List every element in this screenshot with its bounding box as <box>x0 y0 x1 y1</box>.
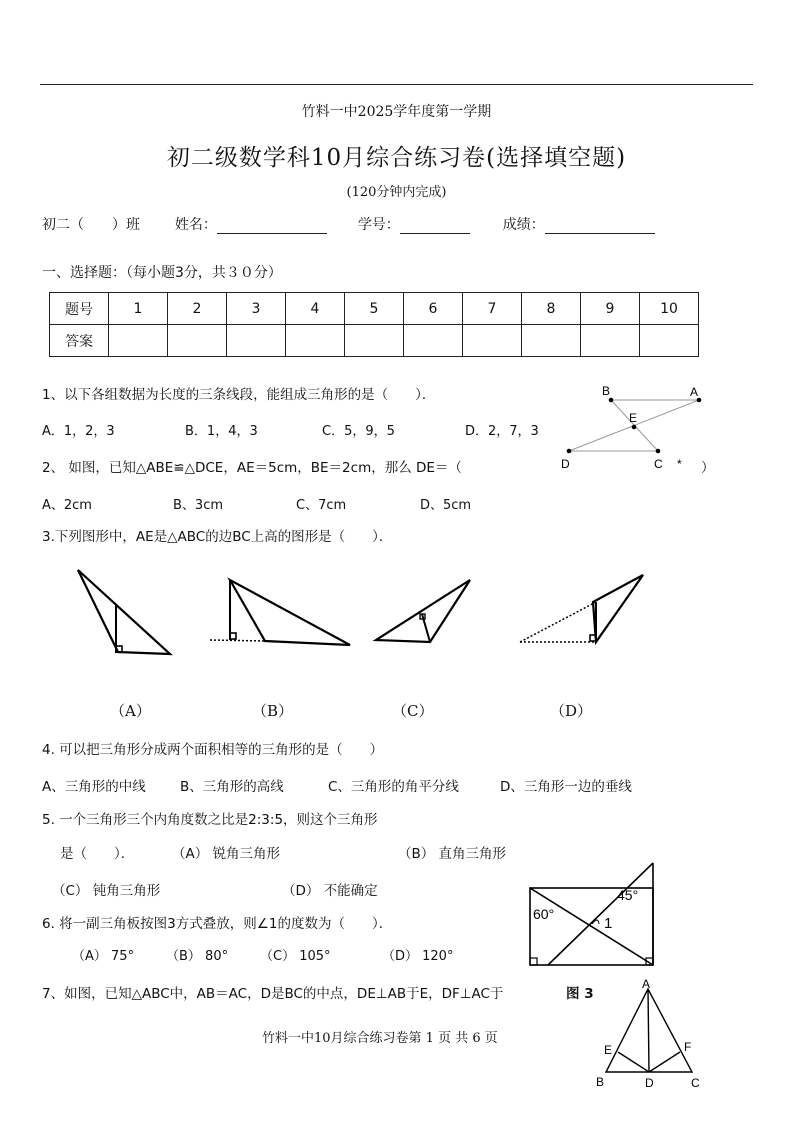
row-label-number: 题号 <box>50 293 109 325</box>
q2-option-a: A、2cm <box>42 498 92 513</box>
answer-cell[interactable] <box>168 325 227 357</box>
q7-label-a: A <box>642 977 651 991</box>
page-title: 初二级数学科10月综合练习卷(选择填空题) <box>166 145 627 171</box>
table-row <box>50 293 699 325</box>
q2-point-e <box>632 425 637 430</box>
table-cell: 2 <box>168 293 227 325</box>
q7-stem: 7、如图，已知△ABC中，AB＝AC，D是BC的中点，DE⊥AB于E，DF⊥AC于 <box>42 986 504 1002</box>
q4-option-a: A、三角形的中线 <box>42 779 146 795</box>
q3-label-b: （B） <box>252 702 294 720</box>
school-term: 竹料一中2025学年度第一学期 <box>301 104 492 120</box>
table-cell: 8 <box>522 293 581 325</box>
q2-point-d <box>567 449 572 454</box>
answer-cell[interactable] <box>463 325 522 357</box>
q2-option-d: D、5cm <box>420 498 472 513</box>
answer-cell[interactable] <box>227 325 286 357</box>
q3-label-d: （D） <box>550 702 593 720</box>
q2-label-a: A <box>690 385 699 399</box>
q6-option-c: （C） 105° <box>260 949 331 964</box>
q5-option-c: （C） 钝角三角形 <box>52 883 161 899</box>
q3-label-a: （A） <box>110 702 151 720</box>
q2-figure <box>555 380 715 472</box>
page-footer: 竹料一中10月综合练习卷第 1 页 共 6 页 <box>262 1031 498 1046</box>
q7-label-e: E <box>604 1043 613 1057</box>
q4-option-b: B、三角形的高线 <box>180 779 284 795</box>
q2-stem: 2、 如图，已知△ABE≌△DCE，AE＝5cm，BE＝2cm，那么 DE＝（ <box>42 460 462 476</box>
q4-option-c: C、三角形的角平分线 <box>328 779 459 795</box>
q7-segment-df <box>649 1052 680 1072</box>
answer-cell[interactable] <box>581 325 640 357</box>
score-blank[interactable] <box>545 219 655 234</box>
q3-figure-a <box>78 570 170 654</box>
q3-figure-d <box>520 575 643 642</box>
q1-option-c: C．5，9，5 <box>322 424 395 439</box>
q7-figure-caption: 图 3 <box>566 986 594 1002</box>
q6-label-60: 60° <box>533 906 555 922</box>
answer-cell[interactable] <box>640 325 699 357</box>
answer-cell[interactable] <box>345 325 404 357</box>
q2-stem-tail: ） <box>701 460 715 476</box>
name-label: 姓名： <box>174 217 217 233</box>
q7-label-f: F <box>684 1040 692 1054</box>
answer-cell[interactable] <box>286 325 345 357</box>
id-label: 学号： <box>357 217 400 233</box>
q1-option-a: A．1，2，3 <box>42 424 115 439</box>
q2-point-b <box>609 398 614 403</box>
q6-option-b: （B） 80° <box>166 949 229 964</box>
q6-label-45: 45° <box>617 887 639 903</box>
exam-duration: (120分钟内完成) <box>346 185 447 200</box>
q1-option-b: B．1，4，3 <box>185 424 258 439</box>
q6-option-a: （A） 75° <box>72 949 135 964</box>
q2-point-c <box>656 449 661 454</box>
q5-option-d: （D） 不能确定 <box>282 883 378 899</box>
q5-option-b: （B） 直角三角形 <box>398 846 507 862</box>
table-cell: 5 <box>345 293 404 325</box>
section-heading: 一、选择题：（每小题3分，共３０分） <box>42 265 282 281</box>
q7-label-d: D <box>645 1076 654 1090</box>
q6-option-d: （D） 120° <box>382 949 454 964</box>
q2-option-c: C、7cm <box>296 498 347 513</box>
student-info-row <box>42 214 655 234</box>
q3-label-c: （C） <box>392 702 434 720</box>
q4-option-d: D、三角形一边的垂线 <box>500 779 632 795</box>
score-label: 成绩： <box>502 217 545 233</box>
q2-label-star: * <box>677 457 682 471</box>
q6-diagonal-45 <box>548 863 653 965</box>
class-label: 初二（ ）班 <box>42 217 140 233</box>
table-cell: 3 <box>227 293 286 325</box>
answer-cell[interactable] <box>404 325 463 357</box>
q6-stem: 6. 将一副三角板按图3方式叠放，则∠1的度数为（ ）． <box>42 916 393 932</box>
table-cell: 6 <box>404 293 463 325</box>
q6-label-angle-1: 1 <box>604 915 613 932</box>
table-cell: 1 <box>109 293 168 325</box>
id-blank[interactable] <box>400 219 470 234</box>
table-cell: 4 <box>286 293 345 325</box>
answer-cell[interactable] <box>522 325 581 357</box>
table-cell: 7 <box>463 293 522 325</box>
answer-cell[interactable] <box>109 325 168 357</box>
q7-figure <box>590 975 710 1095</box>
q7-label-b: B <box>596 1075 605 1089</box>
q7-segment-de <box>618 1052 649 1072</box>
q2-label-d: D <box>561 457 570 471</box>
table-row <box>50 325 699 357</box>
q5-stem-line2: 是（ ）． <box>60 846 135 862</box>
q2-option-b: B、3cm <box>173 498 224 513</box>
q5-option-a: （A） 锐角三角形 <box>172 846 281 862</box>
q6-figure <box>520 858 660 970</box>
q7-label-c: C <box>691 1076 700 1090</box>
q3-figures <box>60 560 660 670</box>
q2-label-b: B <box>602 384 611 398</box>
row-label-answer: 答案 <box>50 325 109 357</box>
q7-segment-ad <box>648 989 649 1072</box>
q3-stem: 3.下列图形中，AE是△ABC的边BC上高的图形是（ ）． <box>42 529 393 545</box>
q3-figure-b <box>210 580 350 645</box>
answer-table <box>49 292 699 357</box>
table-cell: 9 <box>581 293 640 325</box>
q4-stem: 4. 可以把三角形分成两个面积相等的三角形的是（ ） <box>42 742 384 758</box>
q5-stem-line1: 5. 一个三角形三个内角度数之比是2:3:5，则这个三角形 <box>42 812 378 828</box>
name-blank[interactable] <box>217 219 327 234</box>
table-cell: 10 <box>640 293 699 325</box>
q2-label-c: C <box>654 457 663 471</box>
q3-figure-c <box>376 580 470 642</box>
q1-option-d: D．2，7，3 <box>465 424 539 439</box>
q1-stem: 1、以下各组数据为长度的三条线段，能组成三角形的是（ ）． <box>42 387 436 403</box>
header-rule <box>40 84 753 85</box>
q2-label-e: E <box>629 411 638 425</box>
